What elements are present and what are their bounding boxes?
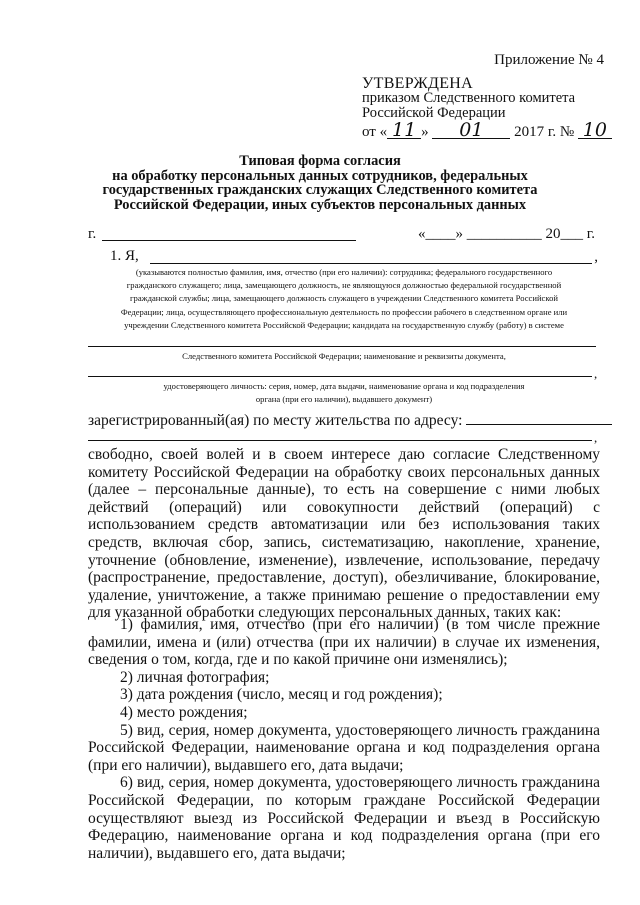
order-number: 10 bbox=[578, 122, 612, 139]
date-field[interactable]: «____» __________ 20___ г. bbox=[418, 226, 595, 242]
registration-row bbox=[88, 410, 600, 430]
hint-line-3: гражданской службы; лица, замещающего должность служащего в учреждении Следственного комитета Российской bbox=[130, 293, 558, 304]
order-month: 01 bbox=[432, 122, 510, 139]
identity-hint bbox=[88, 380, 600, 406]
title-line-3: государственных гражданских служащих Следственного комитета bbox=[102, 182, 538, 198]
list-item: 4) место рождения; bbox=[120, 703, 248, 721]
data-items-list bbox=[88, 616, 600, 862]
approval-block bbox=[362, 76, 575, 121]
approved-line-1: приказом Следственного комитета bbox=[362, 90, 576, 106]
title-line-1: Типовая форма согласия bbox=[239, 153, 401, 169]
hint-line-5: учреждении Следственного комитета Российской Федерации; кандидата на государственную службу (работу) в системе bbox=[124, 319, 564, 330]
full-name-field[interactable] bbox=[150, 263, 592, 264]
list-item: 5) вид, серия, номер документа, удостоверяющего личность гражданина Российской Федерации, наименование органа и код подразделения органа (при его наличии), выдавшего его, дата выдачи; bbox=[88, 721, 600, 774]
appendix-number: Приложение № 4 bbox=[494, 52, 604, 68]
approved-title: УТВЕРЖДЕНА bbox=[362, 75, 474, 92]
address-comma: , bbox=[594, 430, 598, 445]
document-field-line-1[interactable] bbox=[88, 346, 596, 347]
document-comma: , bbox=[594, 366, 598, 381]
consent-paragraph: свободно, своей волей и в своем интересе даю согласие Следственному комитету Российской Федерации на обработку своих персональных данных (далее – персональные данные), то есть на совершение с ними любых действий (операций) или совокупности действий (операций) с использованием средств автоматизации или без использования таких средств, включая сбор, запись, систематизацию, накопление, хранение, уточнение (обновление, изменение), извлечение, использование, передачу (распространение, предоставление, доступ), обезличивание, блокирование, удаление, уничтожение, а также принимаю решение о предоставлении ему для указанной обработки следующих персональных данных, таких как: bbox=[88, 446, 600, 622]
document-hint: Следственного комитета Российской Федерации; наименование и реквизиты документа, bbox=[182, 351, 506, 361]
i-label: 1. Я, bbox=[110, 248, 139, 264]
address-field-1[interactable] bbox=[466, 410, 612, 425]
hint-line-4: Федерации; лица, осуществляющего профессиональную деятельность по профессии рабочего в следственном органе или bbox=[120, 306, 568, 317]
title-line-2: на обработку персональных данных сотрудников, федеральных bbox=[112, 167, 528, 184]
consent-text-block bbox=[88, 446, 600, 622]
city-date-row bbox=[88, 226, 600, 244]
list-item: 1) фамилия, имя, отчество (при его наличии) (в том числе прежние фамилии, имена и (или) отчества (при их наличии) в случае их изменения, сведения о том, когда, где и по какой причине они изменялись); bbox=[88, 616, 600, 669]
document-field-line-2[interactable] bbox=[88, 376, 592, 377]
name-row bbox=[110, 248, 598, 266]
order-prefix: от « bbox=[362, 124, 388, 140]
city-field[interactable] bbox=[102, 240, 356, 241]
city-label: г. bbox=[88, 226, 97, 242]
hint-line-2: гражданского служащего; лица, замещающего должность, не являющуюся должностью федеральной государственной bbox=[126, 280, 562, 291]
identity-hint-line-1: удостоверяющего личность: серия, номер, дата выдачи, наименование органа и код подразделения bbox=[163, 381, 525, 391]
identity-hint-line-2: органа (при его наличии), выдавшего документ) bbox=[255, 394, 433, 405]
approved-line-2: Российской Федерации bbox=[362, 105, 506, 121]
name-comma: , bbox=[594, 249, 598, 265]
order-mid: » bbox=[421, 124, 429, 140]
address-field-2[interactable] bbox=[88, 440, 592, 441]
list-item: 6) вид, серия, номер документа, удостоверяющего личность гражданина Российской Федерации, по которым граждане Российской Федерации осуществляют выезд из Российской Федерации и въезд в Российскую Федерацию, наименование органа и код подразделения органа (при его наличии), выдавшего его, дата выдачи; bbox=[88, 774, 600, 862]
order-day: 11 bbox=[387, 122, 421, 139]
document-title bbox=[60, 154, 580, 212]
title-line-4: Российской Федерации, иных субъектов персональных данных bbox=[113, 196, 527, 213]
list-item: 3) дата рождения (число, месяц и год рождения); bbox=[120, 686, 443, 704]
registration-label: зарегистрированный(ая) по месту жительства по адресу: bbox=[88, 412, 463, 429]
order-line bbox=[362, 119, 612, 141]
name-hint bbox=[88, 266, 600, 332]
list-item: 2) личная фотография; bbox=[120, 668, 270, 686]
order-year: 2017 г. № bbox=[514, 124, 575, 140]
hint-line-1: (указываются полностью фамилия, имя, отчество (при его наличии): сотрудника; федерального государственного bbox=[135, 267, 553, 277]
